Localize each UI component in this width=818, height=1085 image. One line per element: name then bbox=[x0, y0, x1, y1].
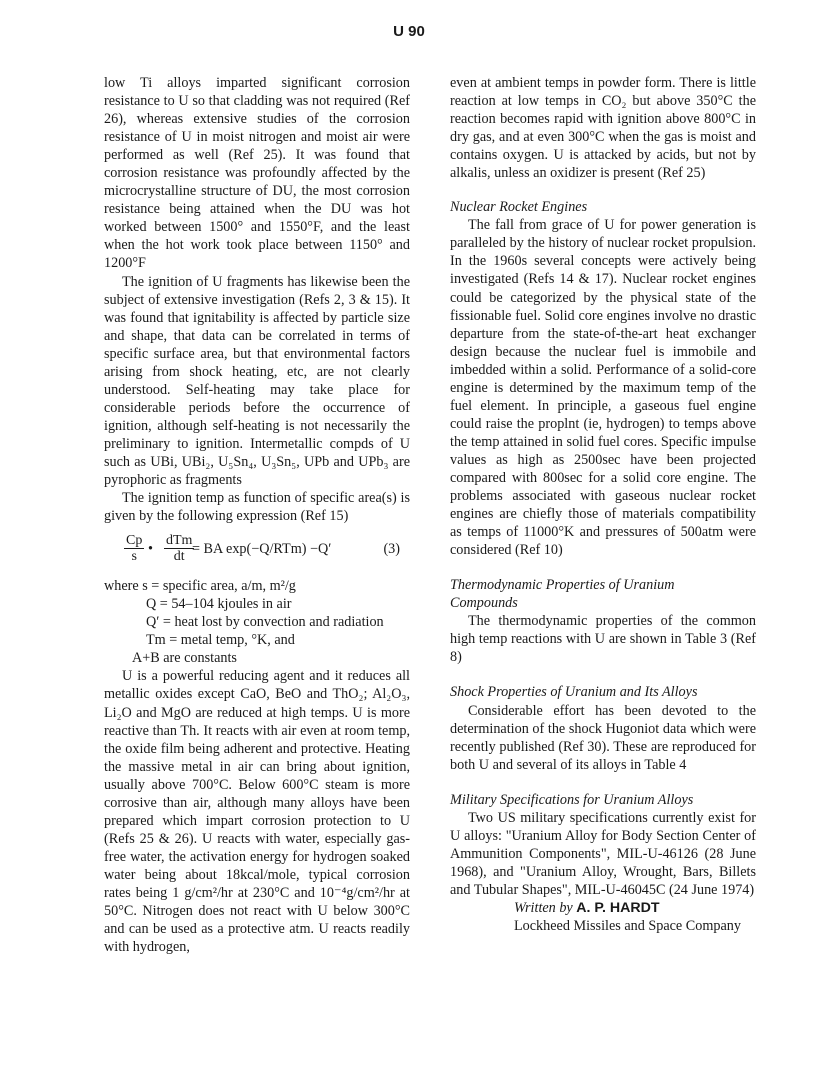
author-organization: Lockheed Missiles and Space Company bbox=[514, 918, 741, 935]
where-label: where bbox=[104, 578, 139, 595]
paragraph-corrosion-resistance: low Ti alloys imparted significant corrosion resistance to U so that cladding was not required (Ref 26), whereas extensive studies of the corrosion resistance of U in moist nitrogen and moist air were performed as well (Ref 25). It was found that corrosion resistance was profoundly affected by the microcrystalline structure of DU, the most corrosion resistance being attained when the DU was hot worked between 1500° and 1550°F, and the least when the hot work took place between 1150° and 1200°F bbox=[104, 75, 410, 272]
definition-tm-text: Tm = metal temp, °K, and bbox=[146, 632, 295, 649]
paragraph-ambient-reaction: even at ambient temps in powder form. There is little reaction at low temps in CO₂ but above 350°C the reaction becomes rapid with ignition above 800°C in dry gas, and at even 300°C when the gas is moist and contains oxygen. U is attacked by acids, but not by alkalis, unless an oxidizer is present (Ref 25) bbox=[450, 75, 756, 182]
signature-written-by bbox=[450, 899, 756, 917]
paragraph-ignition-fragments: The ignition of U fragments has likewise been the subject of extensive investigation (Refs 2, 3 & 15). It was found that ignitability is affected by particle size and shape, that data can be correlated in terms of specific surface area, but that environmental factors arising from shock heating, etc, are not clearly understood. Self-heating may take place for considerable periods before the occurrence of ignition, although self-heating is not necessarily the preliminary to ignition. Intermetallic compds of U such as UBi, UBi₂, U₅Sn₄, U₃Sn₅, UPb and UPb₃ are pyrophoric as fragments bbox=[104, 273, 410, 489]
equation-dot: • bbox=[148, 541, 153, 558]
equation-numerator-cp: Cp bbox=[126, 533, 143, 549]
equation-fraction-dtm-dt bbox=[164, 533, 194, 564]
equation-denominator-dt: dt bbox=[173, 549, 185, 565]
equation-variable-definitions bbox=[104, 577, 410, 667]
heading-military-specifications: Military Specifications for Uranium Alloys bbox=[450, 791, 694, 808]
equation-right-side: = BA exp(−Q/RTm) −Q′ bbox=[192, 541, 332, 558]
heading-thermodynamic-properties bbox=[450, 576, 756, 612]
author-name: A. P. HARDT bbox=[576, 899, 660, 916]
paragraph-military-specifications: Two US military specifications currently exist for U alloys: "Uranium Alloy for Body Section Center of Ammunition Components", MIL-U-46126 (28 June 1968), and "Uranium Alloy, Wrought, Bars, Billets and Tubular Shapes", MIL-U-46045C (24 June 1974) bbox=[450, 809, 756, 898]
definition-s bbox=[104, 577, 410, 595]
definition-ab-text: A+B are constants bbox=[132, 650, 237, 667]
author-signature bbox=[450, 899, 756, 935]
equation-number: (3) bbox=[383, 541, 400, 558]
definition-tm bbox=[104, 631, 410, 649]
equation-denominator-s: s bbox=[131, 549, 137, 565]
heading-thermodynamic-line1: Thermodynamic Properties of Uranium bbox=[450, 577, 675, 594]
paragraph-reducing-agent: U is a powerful reducing agent and it reduces all metallic oxides except CaO, BeO and ThO₂; Al₂O₃, Li₂O and MgO are reduced at high temps. U is more reactive than Th. It reacts with air even at room temp, the oxide film being adherent and protective. Heating the massive metal in air can bring about ignition, usually above 700°C. Below 600°C steam is more corrosive than air, although many alloys have been prepared which impart corrosion protection to U (Refs 25 & 26). U reacts with water, especially gas-free water, the activation energy for hydrogen soaked water being about 18kcal/mole, typical corrosion rates being 1 g/cm²/hr at 230°C and 10⁻⁴g/cm²/hr at 50°C. Nitrogen does not react with U below 300°C and can be used as a protective atm. U reacts readily with hydrogen, bbox=[104, 668, 410, 956]
definition-q-text: Q = 54–104 kjoules in air bbox=[146, 596, 292, 613]
paragraph-shock-properties: Considerable effort has been devoted to the determination of the shock Hugoniot data which were recently published (Ref 30). These are reproduced for both U and several of its alloys in Table 4 bbox=[450, 702, 756, 773]
written-by-label: Written by bbox=[514, 899, 573, 916]
heading-thermodynamic-line2: Compounds bbox=[450, 595, 518, 612]
right-column bbox=[450, 74, 756, 935]
definition-q bbox=[104, 595, 410, 613]
page-number-header: U 90 bbox=[393, 23, 425, 40]
paragraph-thermodynamic: The thermodynamic properties of the common high temp reactions with U are shown in Table 3 (Ref 8) bbox=[450, 613, 756, 666]
heading-nuclear-rocket-engines: Nuclear Rocket Engines bbox=[450, 199, 588, 216]
definition-q-prime bbox=[104, 613, 410, 631]
paragraph-nuclear-rocket: The fall from grace of U for power generation is paralleled by the history of nuclear rocket propulsion. In the 1960s several concepts were actively being investigated (Refs 14 & 17). Nuclear rocket engines could be categorized by the physical state of the fissionable fuel. Solid core engines involve no drastic departure from the state-of-the-art heat exchanger design because the nuclear fuel is immobile and imbedded within a solid. Performance of a solid-core engine is determined by the maximum temp of the fuel element. In principle, a gaseous fuel engine could raise the proplnt (ie, hydrogen) to temps above the temp attained in solid fuel cores. Specific impulse values as high as 2500sec have been projected compared with 800sec for a solid core engine. The problems associated with gaseous nuclear rocket engines are chiefly those of materials compatibility as temps of 11000°K and pressures of 500atm were considered (Ref 10) bbox=[450, 217, 756, 559]
equation-fraction-cp-s bbox=[124, 533, 144, 564]
definition-q-prime-text: Q′ = heat lost by convection and radiation bbox=[146, 614, 384, 631]
paragraph-ignition-temp: The ignition temp as function of specific area(s) is given by the following expression (Ref 15) bbox=[104, 490, 410, 525]
definition-s-text: s = specific area, a/m, m²/g bbox=[142, 578, 296, 595]
equation-numerator-dtm: dTm bbox=[166, 533, 193, 549]
definition-ab bbox=[104, 649, 410, 667]
heading-shock-properties: Shock Properties of Uranium and Its Alloys bbox=[450, 684, 698, 701]
ignition-equation bbox=[104, 533, 410, 573]
left-column bbox=[104, 74, 410, 956]
